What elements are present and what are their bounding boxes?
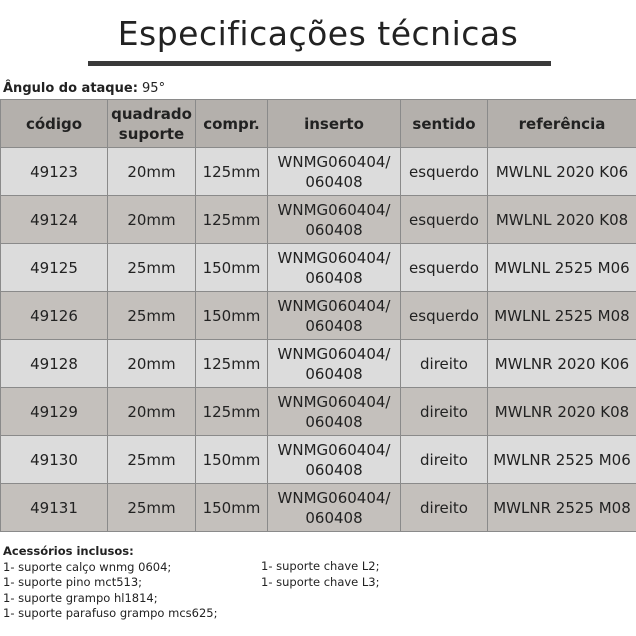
cell-codigo: 49126: [1, 292, 108, 340]
accessories-title: Acessórios inclusos:: [3, 544, 134, 558]
header-sentido: sentido: [401, 100, 488, 148]
cell-compr: 125mm: [196, 196, 268, 244]
cell-compr: 150mm: [196, 436, 268, 484]
table-row: [1, 196, 636, 244]
cell-sentido: direito: [401, 436, 488, 484]
attack-angle-value: 95°: [142, 81, 166, 96]
header-compr: compr.: [196, 100, 268, 148]
table-row: [1, 244, 636, 292]
cell-sentido: esquerdo: [401, 244, 488, 292]
table-row: [1, 436, 636, 484]
cell-codigo: 49129: [1, 388, 108, 436]
table-header-row: [1, 100, 636, 148]
cell-sentido: esquerdo: [401, 148, 488, 196]
table-row: [1, 388, 636, 436]
cell-inserto: WNMG060404/ 060408: [268, 196, 401, 244]
cell-codigo: 49131: [1, 484, 108, 532]
table-row: [1, 292, 636, 340]
cell-quadrado: 25mm: [108, 244, 196, 292]
accessory-item: 1- suporte chave L2;: [261, 559, 380, 573]
cell-inserto: WNMG060404/ 060408: [268, 244, 401, 292]
cell-quadrado: 25mm: [108, 292, 196, 340]
cell-inserto: WNMG060404/ 060408: [268, 484, 401, 532]
cell-compr: 150mm: [196, 244, 268, 292]
cell-sentido: esquerdo: [401, 292, 488, 340]
accessory-item: 1- suporte pino mct513;: [3, 575, 143, 589]
accessory-item: 1- suporte parafuso grampo mcs625;: [3, 606, 218, 620]
cell-compr: 150mm: [196, 484, 268, 532]
cell-quadrado: 20mm: [108, 148, 196, 196]
cell-quadrado: 20mm: [108, 196, 196, 244]
header-codigo: código: [1, 100, 108, 148]
cell-referencia: MWLNR 2525 M08: [488, 484, 636, 532]
cell-codigo: 49130: [1, 436, 108, 484]
cell-codigo: 49125: [1, 244, 108, 292]
cell-referencia: MWLNR 2020 K06: [488, 340, 636, 388]
page-title: Especificações técnicas: [117, 14, 519, 53]
cell-inserto: WNMG060404/ 060408: [268, 388, 401, 436]
table-row: [1, 484, 636, 532]
cell-quadrado: 20mm: [108, 340, 196, 388]
cell-sentido: direito: [401, 484, 488, 532]
cell-quadrado: 25mm: [108, 436, 196, 484]
cell-referencia: MWLNL 2525 M06: [488, 244, 636, 292]
title-underline: [88, 61, 551, 66]
table-row: [1, 340, 636, 388]
cell-quadrado: 20mm: [108, 388, 196, 436]
accessory-item: 1- suporte calço wnmg 0604;: [3, 559, 172, 574]
cell-referencia: MWLNL 2020 K08: [488, 196, 636, 244]
cell-sentido: esquerdo: [401, 196, 488, 244]
cell-compr: 150mm: [196, 292, 268, 340]
cell-inserto: WNMG060404/ 060408: [268, 340, 401, 388]
cell-sentido: direito: [401, 388, 488, 436]
attack-angle-label: Ângulo do ataque:: [3, 81, 138, 96]
cell-codigo: 49128: [1, 340, 108, 388]
cell-sentido: direito: [401, 340, 488, 388]
cell-inserto: WNMG060404/ 060408: [268, 292, 401, 340]
cell-inserto: WNMG060404/ 060408: [268, 436, 401, 484]
accessories-list-right: [261, 559, 380, 590]
header-inserto: inserto: [268, 100, 401, 148]
attack-angle: [3, 81, 165, 96]
header-quadrado-suporte: quadrado suporte: [108, 100, 196, 148]
accessory-item: 1- suporte chave L3;: [261, 574, 380, 589]
cell-compr: 125mm: [196, 340, 268, 388]
table-row: [1, 148, 636, 196]
accessories-list: [3, 544, 217, 622]
header-referencia: referência: [488, 100, 636, 148]
cell-referencia: MWLNL 2525 M08: [488, 292, 636, 340]
cell-referencia: MWLNL 2020 K06: [488, 148, 636, 196]
cell-codigo: 49124: [1, 196, 108, 244]
cell-compr: 125mm: [196, 388, 268, 436]
cell-codigo: 49123: [1, 148, 108, 196]
cell-compr: 125mm: [196, 148, 268, 196]
cell-referencia: MWLNR 2525 M06: [488, 436, 636, 484]
accessory-item: 1- suporte grampo hl1814;: [3, 590, 158, 605]
cell-referencia: MWLNR 2020 K08: [488, 388, 636, 436]
spec-table: [0, 99, 636, 532]
cell-inserto: WNMG060404/ 060408: [268, 148, 401, 196]
cell-quadrado: 25mm: [108, 484, 196, 532]
